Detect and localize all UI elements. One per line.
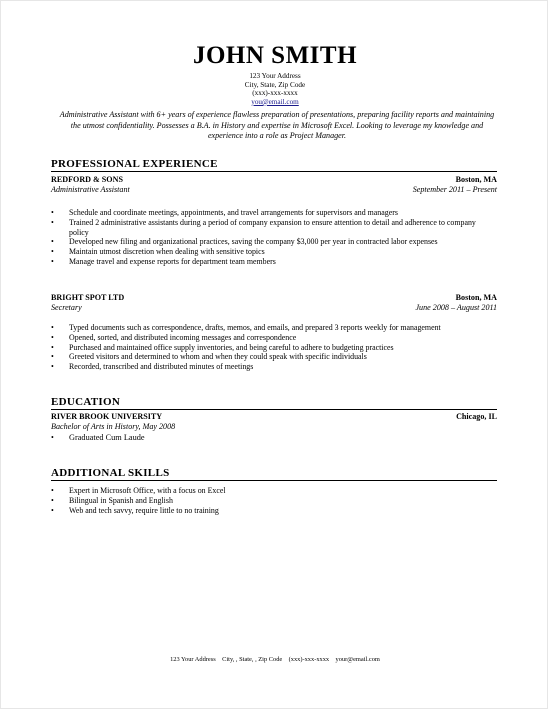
- skills-bullet-list: [51, 486, 497, 515]
- list-item: • Opened, sorted, and distributed incoming messages and correspondence: [51, 333, 497, 343]
- school-name: RIVER BROOK UNIVERSITY: [51, 412, 163, 421]
- list-item: • Web and tech savvy, require little to no training: [51, 506, 497, 516]
- job-header-row: [51, 293, 497, 303]
- footer-contact: [1, 656, 548, 664]
- job-header-row: [51, 175, 497, 185]
- footer-phone: (xxx)-xxx-xxxx: [288, 656, 330, 663]
- list-item: • Typed documents such as correspondence, drafts, memos, and emails, and prepared 3 reports weekly for management: [51, 323, 497, 333]
- job-role: Administrative Assistant: [51, 185, 130, 194]
- list-item: • Expert in Microsoft Office, with a focus on Excel: [51, 486, 497, 496]
- list-item: • Purchased and maintained office supply inventories, and being careful to adhere to budgeting practices: [51, 343, 497, 353]
- degree: Bachelor of Arts in History, May 2008: [51, 422, 176, 431]
- list-item: • Recorded, transcribed and distributed minutes of meetings: [51, 362, 497, 372]
- job-location: Boston, MA: [455, 175, 497, 184]
- job-location: Boston, MA: [455, 293, 497, 302]
- list-item: • Maintain utmost discretion when dealing with sensitive topics: [51, 247, 497, 257]
- job-role-row: [51, 303, 497, 313]
- list-item: • Schedule and coordinate meetings, appointments, and travel arrangements for supervisors and managers: [51, 208, 497, 218]
- education-header-row: [51, 412, 497, 422]
- list-item: • Manage travel and expense reports for department team members: [51, 257, 497, 267]
- address-line: 123 Your Address: [249, 72, 301, 80]
- job-company: BRIGHT SPOT LTD: [51, 293, 125, 302]
- footer-city-state-zip: City, , State, , Zip Code: [222, 656, 283, 663]
- phone-line: (xxx)-xxx-xxxx: [252, 89, 298, 98]
- section-title-skills: ADDITIONAL SKILLS: [51, 467, 497, 481]
- summary-paragraph: Administrative Assistant with 6+ years of experience flawless preparation of presentations, preparing facility reports and maintaining the utmost confidentiality. Possesses a B.A. in History and expertise in Microsoft Excel. Looking to leverage my knowledge and experience into a role as Project Manager.: [59, 110, 495, 141]
- list-item: • Graduated Cum Laude: [51, 433, 497, 443]
- education-bullet-list: [51, 433, 497, 443]
- section-title-education: EDUCATION: [51, 396, 497, 410]
- contact-block: [1, 72, 548, 106]
- city-state-zip-line: City, State, Zip Code: [244, 80, 306, 89]
- job-company: REDFORD & SONS: [51, 175, 123, 184]
- degree-row: [51, 422, 497, 432]
- footer-email: your@email.com: [335, 656, 380, 663]
- list-item: • Trained 2 administrative assistants during a period of company expansion to ensure attention to detail and adherence to company policy: [51, 218, 497, 238]
- section-title-experience: PROFESSIONAL EXPERIENCE: [51, 158, 497, 172]
- job-bullet-list: [51, 323, 497, 372]
- footer-address: 123 Your Address: [170, 656, 216, 663]
- candidate-name: JOHN SMITH: [192, 42, 358, 69]
- job-dates: September 2011 – Present: [412, 185, 497, 194]
- list-item: • Developed new filing and organizational practices, saving the company $3,000 per year in contracted labor expenses: [51, 237, 497, 247]
- list-item: • Bilingual in Spanish and English: [51, 496, 497, 506]
- email-link[interactable]: you@email.com: [251, 97, 299, 106]
- job-bullet-list: [51, 208, 497, 267]
- job-role-row: [51, 185, 497, 195]
- school-location: Chicago, IL: [456, 412, 497, 421]
- job-dates: June 2008 – August 2011: [415, 303, 497, 312]
- list-item: • Greeted visitors and determined to whom and when they could speak with specific individuals: [51, 352, 497, 362]
- job-role: Secretary: [51, 303, 82, 312]
